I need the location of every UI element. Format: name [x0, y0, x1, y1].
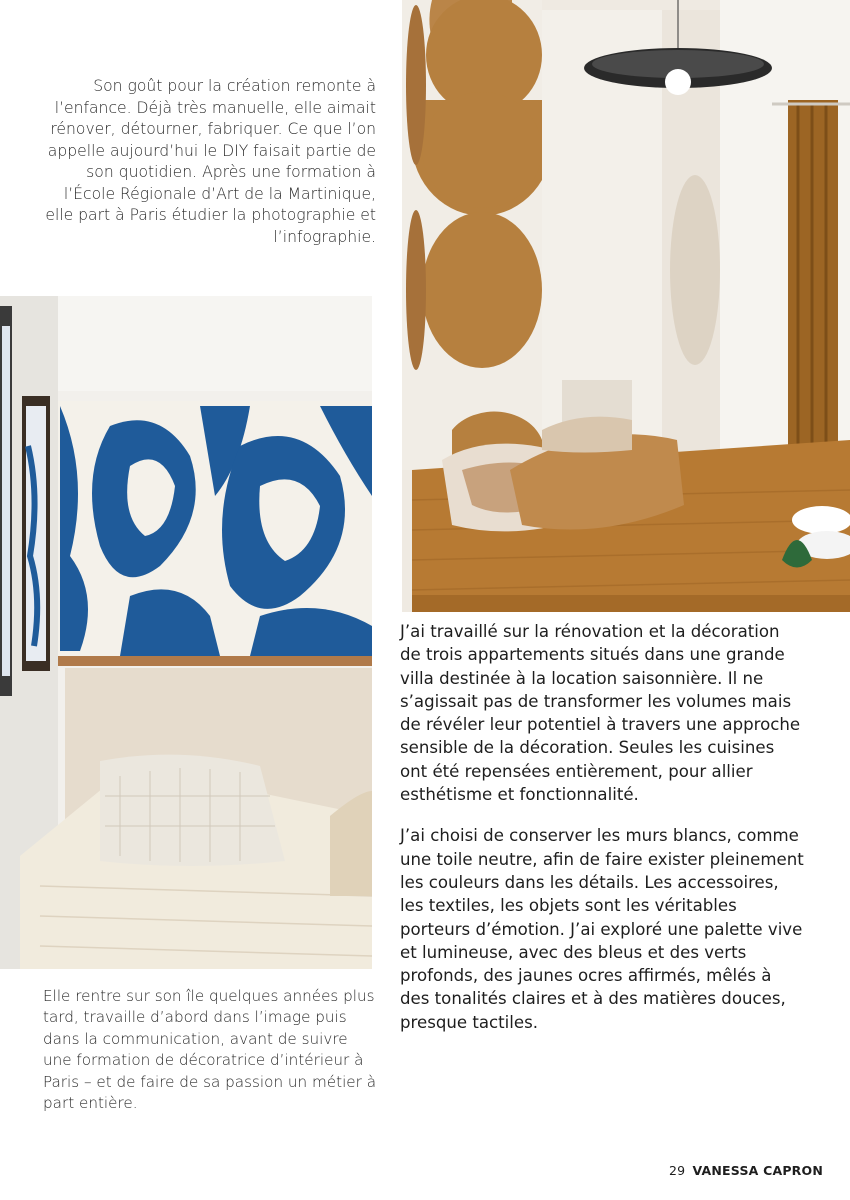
caption-left-paragraph: Elle rentre sur son île quelques années plus tard, travaille d’abord dans l’image puis dans la communication, avant de suivre une formation de décoratrice d’intérieur à Paris – et de faire de sa passion un métier à part entière.: [43, 987, 377, 1113]
page-number: 29: [669, 1163, 686, 1178]
bedroom-blue-mural-photo: [0, 296, 372, 969]
author-name: VANESSA CAPRON: [692, 1163, 823, 1178]
page-footer: [669, 1163, 823, 1178]
bedroom-ochre-photo: [402, 0, 850, 612]
bedroom-blue-illustration: [0, 296, 372, 969]
intro-paragraph: Son goût pour la création remonte à l’enfance. Déjà très manuelle, elle aimait rénover, détourner, fabriquer. Ce que l’on appelle aujourd’hui le DIY faisait partie de son quotidien. Après une formation à l’École Régionale d’Art de la Martinique, elle part à Paris étudier la photographie et l’infographie.: [45, 77, 376, 246]
bedroom-ochre-illustration: [402, 0, 850, 612]
body-paragraph-2: J’ai choisi de conserver les murs blancs, comme une toile neutre, afin de faire exister pleinement les couleurs dans les détails. Les accessoires, les textiles, les objets sont les véritables porteurs d’émotion. J’ai exploré une palette vive et lumineuse, avec des bleus et des verts profonds, des jaunes ocres affirmés, mêlés à des tonalités claires et à des matières douces, presque tactiles.: [400, 826, 804, 1032]
body-text-column: [400, 620, 805, 1052]
body-paragraph-1: J’ai travaillé sur la rénovation et la décoration de trois appartements situés dans une grande villa destinée à la location saisonnière. Il ne s’agissait pas de transformer les volumes mais de révéler leur potentiel à travers une approche sensible de la décoration. Seules les cuisines ont été repensées entièrement, pour allier esthétisme et fonctionnalité.: [400, 622, 801, 805]
